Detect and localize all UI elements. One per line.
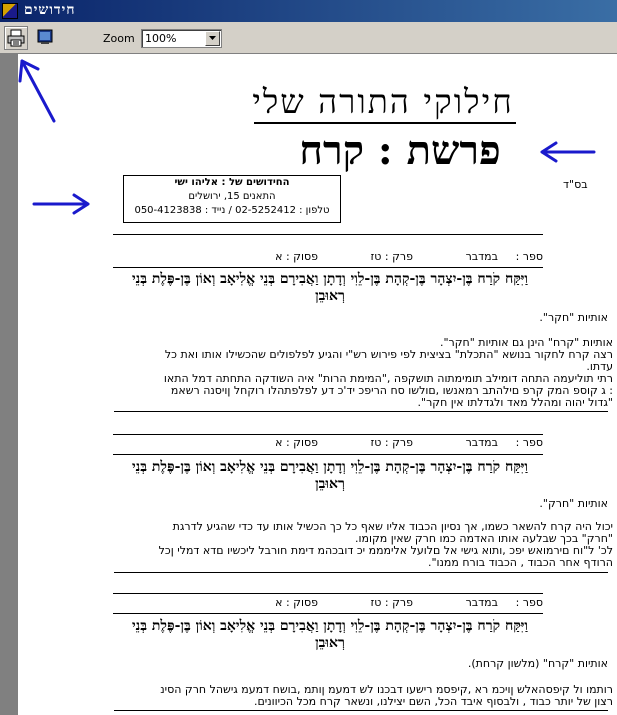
window-title: חידושים: [24, 2, 76, 18]
verse-reference: [113, 596, 543, 612]
ref-sefer: ספר :: [515, 436, 543, 449]
ref-perek: פרק : טז: [370, 250, 413, 263]
parasha-heading: פרשת : קרח: [299, 127, 501, 174]
toolbar: [0, 22, 617, 54]
commentary-line: לכ' ל"וח םירמואש יפכ ,ותוא גישי אל םלועל אלימממ יכ דובכהמ דימת חורבל ליכשיו םדא דמלי ןכל: [158, 544, 613, 557]
commentary-line: רותמו ול קיפסהאלש ןויכמ רא ,קיפסמ רישעו דבכנו לש דמעמ ןותמ ,בושח דמעמ גישהל חרק הסינ: [160, 683, 613, 696]
author-box: [123, 175, 341, 223]
ref-book: במדבר: [465, 436, 498, 449]
ref-pasuk: פסוק : א: [275, 436, 318, 449]
section-rule: [113, 234, 543, 235]
annotation-arrow-toolbar: [16, 55, 58, 125]
document-page: [18, 54, 617, 715]
ref-sefer: ספר :: [515, 596, 543, 609]
zoom-select[interactable]: [141, 29, 222, 48]
letters-heading: אותיות "חקר".: [539, 311, 608, 324]
letters-heading: אותיות "קרח" (מלשון קרחת).: [467, 657, 608, 670]
ref-sefer: ספר :: [515, 250, 543, 263]
annotation-arrow-parasha: [538, 140, 598, 164]
section-end-rule: [114, 572, 608, 573]
left-margin-bar: [0, 54, 18, 715]
ref-perek: פרק : טז: [370, 596, 413, 609]
commentary: [118, 684, 613, 708]
author-address: התאנים 15, ירושלים: [188, 191, 276, 202]
section-rule: [113, 434, 543, 435]
commentary-line: עדתו.: [586, 360, 613, 373]
verse-reference: [113, 250, 543, 266]
zoom-label: Zoom: [103, 32, 135, 45]
printer-icon: [7, 29, 25, 47]
title-underline: [254, 122, 516, 124]
section-rule: [113, 454, 543, 455]
ref-book: במדבר: [465, 250, 498, 263]
app-icon: [2, 3, 18, 19]
zoom-value: 100%: [145, 32, 177, 45]
title-bar: [0, 0, 617, 22]
ref-book: במדבר: [465, 596, 498, 609]
ref-pasuk: פסוק : א: [275, 250, 318, 263]
document-title: חילוקי התורה שלי: [252, 82, 514, 121]
commentary-line: רצה קרח לחקור בנושא "התכלת" בציצית לפי פירוש רש"י והגיע לפלפולים שהכשילו אותו ואת כל: [164, 348, 613, 361]
print-button[interactable]: [4, 26, 28, 50]
author-phone: טלפון : 02-5252412 / נייד : 050-4123838: [134, 205, 330, 216]
commentary-line: "חרק" בכך שבלעה אותו האדמה כמו חרק שאין מקומו.: [355, 532, 613, 545]
ref-pasuk: פסוק : א: [275, 596, 318, 609]
commentary: [118, 521, 613, 569]
commentary-line: : ג קוספ המק קרפ םילהתב רמאנשו ,םולשו סח הריפכ יד'כ דע לפלפתהלו רוקחל ןויסנה רשאמ: [170, 384, 613, 397]
ref-perek: פרק : טז: [370, 436, 413, 449]
section-rule: [113, 593, 543, 594]
zoom-dropdown-button[interactable]: [205, 31, 220, 46]
commentary-line: "גדול יהוה ומהלל מאד ולגדלתו אין חקר".: [417, 396, 613, 409]
commentary-line: אותיות "קרח" הינן גם אותיות "חקר".: [439, 336, 613, 349]
verse-text: וַיִּקַּח קֹרַח בֶּן-יִצְהָר בֶּן-קְהָת בֶּן-לֵוִי וְדָתָן וַאֲבִירָם בְּנֵי אֱלִיאָב וְאוֹן בֶּן-פֶּלֶת בְּנֵי רְאוּבֵן: [132, 271, 528, 304]
bsd-mark: בס"ד: [563, 178, 588, 191]
section-rule: [113, 267, 543, 268]
commentary-line: רתי תוליעמה התחה דומילב תומימתוה תושקפה ,"המימת הרות" איה השודקה התחתה דמל התאו: [163, 372, 613, 385]
commentary: [118, 337, 613, 409]
monitor-icon: [36, 28, 54, 46]
verse-text: וַיִּקַּח קֹרַח בֶּן-יִצְהָר בֶּן-קְהָת בֶּן-לֵוִי וְדָתָן וַאֲבִירָם בְּנֵי אֱלִיאָב וְאוֹן בֶּן-פֶּלֶת בְּנֵי רְאוּבֵן: [132, 459, 528, 492]
section-end-rule: [114, 710, 608, 711]
author-name: החידושים של : אליהו ישי: [174, 177, 290, 188]
section-rule: [113, 613, 543, 614]
verse-text: וַיִּקַּח קֹרַח בֶּן-יִצְהָר בֶּן-קְהָת בֶּן-לֵוִי וְדָתָן וַאֲבִירָם בְּנֵי אֱלִיאָב וְאוֹן בֶּן-פֶּלֶת בְּנֵי רְאוּבֵן: [132, 618, 528, 651]
commentary-line: יכול היה קרח להשאר כשמו, אך נסיון הכבוד אליו שאף כל כך הכשיל אותו עד כדי שהגיע לדרגת: [172, 520, 613, 533]
section-end-rule: [114, 411, 608, 412]
commentary-line: רצון של יותר כבוד , ולבסוף איבד הכל, השם יצילנו, ונשאר קרח מכל הכיוונים.: [254, 695, 613, 708]
page-view-button[interactable]: [34, 26, 58, 50]
annotation-arrow-author: [30, 192, 92, 216]
chevron-down-icon: [209, 36, 216, 40]
verse-reference: [113, 436, 543, 452]
commentary-line: הרודף אחר הכבוד , הכבוד בורח ממנו".: [427, 556, 613, 569]
letters-heading: אותיות "חרק".: [539, 497, 608, 510]
